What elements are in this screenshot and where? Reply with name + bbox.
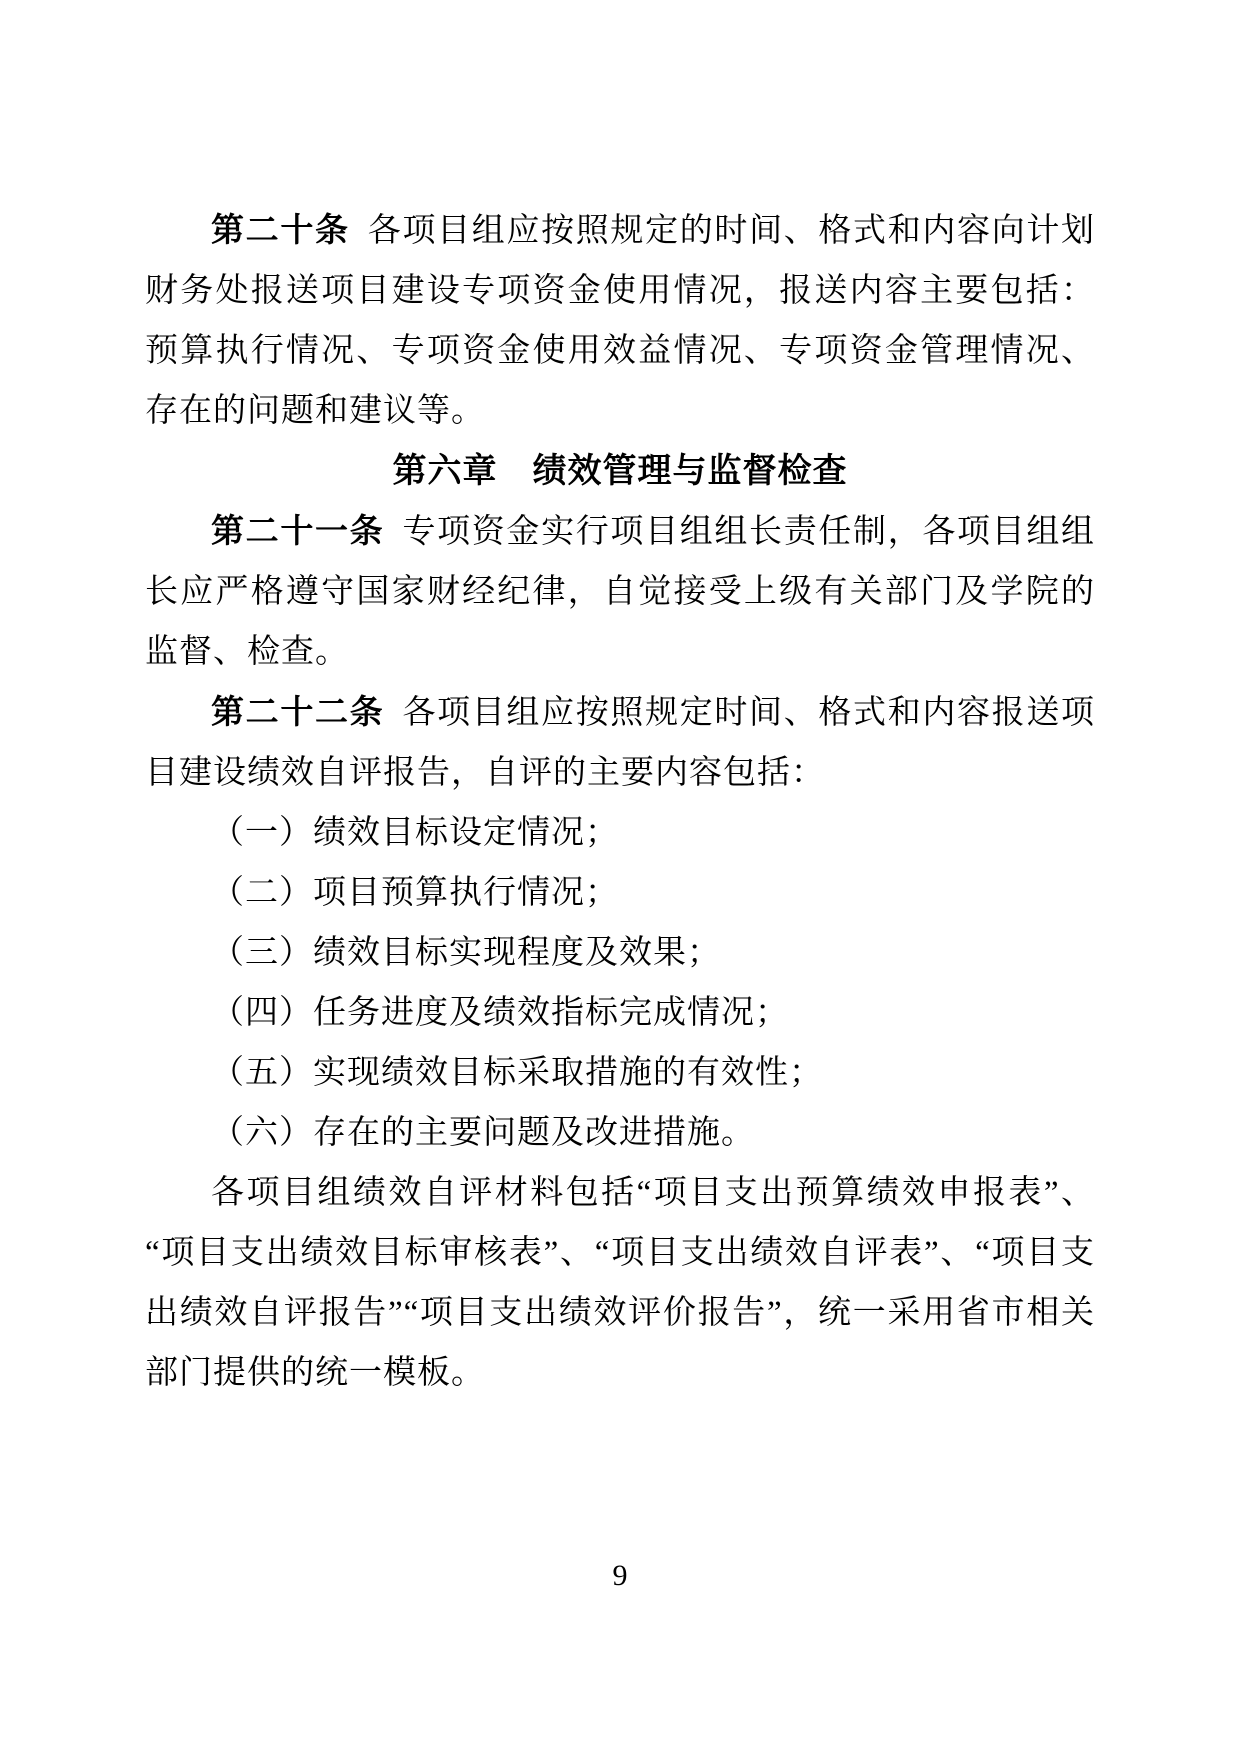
self-eval-materials-paragraph: 各项目组绩效自评材料包括“项目支出预算绩效申报表”、“项目支出绩效目标审核表”、“项目支出绩效自评表”、“项目支出绩效自评报告”“项目支出绩效评价报告”，统一采用省市相关部门提供的统一模板。 bbox=[145, 1175, 1095, 1391]
article-22-paragraph bbox=[145, 682, 1095, 803]
article-22-body: 各项目组应按照规定时间、格式和内容报送项目建设绩效自评报告，自评的主要内容包括： bbox=[145, 695, 1096, 791]
article-21-label: 第二十一条 bbox=[211, 512, 385, 549]
page-number: 9 bbox=[612, 1559, 628, 1592]
self-eval-item-5: （五）实现绩效目标采取措施的有效性； bbox=[211, 1055, 823, 1091]
self-eval-item-4: （四）任务进度及绩效指标完成情况； bbox=[211, 995, 789, 1031]
document-content bbox=[145, 200, 1095, 1403]
self-eval-item-6: （六）存在的主要问题及改进措施。 bbox=[211, 1115, 755, 1151]
article-20-body: 各项目组应按照规定的时间、格式和内容向计划财务处报送项目建设专项资金使用情况，报送内容主要包括：预算执行情况、专项资金使用效益情况、专项资金管理情况、存在的问题和建议等。 bbox=[145, 213, 1096, 429]
self-eval-item-3: （三）绩效目标实现程度及效果； bbox=[211, 935, 721, 971]
self-eval-item-1: （一）绩效目标设定情况； bbox=[211, 815, 619, 851]
article-21-body: 专项资金实行项目组组长责任制，各项目组组长应严格遵守国家财经纪律，自觉接受上级有关部门及学院的监督、检查。 bbox=[145, 514, 1096, 670]
article-21-paragraph bbox=[145, 501, 1095, 682]
article-22-label: 第二十二条 bbox=[211, 693, 385, 730]
self-eval-item-2: （二）项目预算执行情况； bbox=[211, 875, 619, 911]
chapter-6-heading: 第六章 绩效管理与监督检查 bbox=[392, 452, 848, 490]
article-20-paragraph bbox=[145, 200, 1095, 441]
article-20-label: 第二十条 bbox=[211, 211, 350, 248]
